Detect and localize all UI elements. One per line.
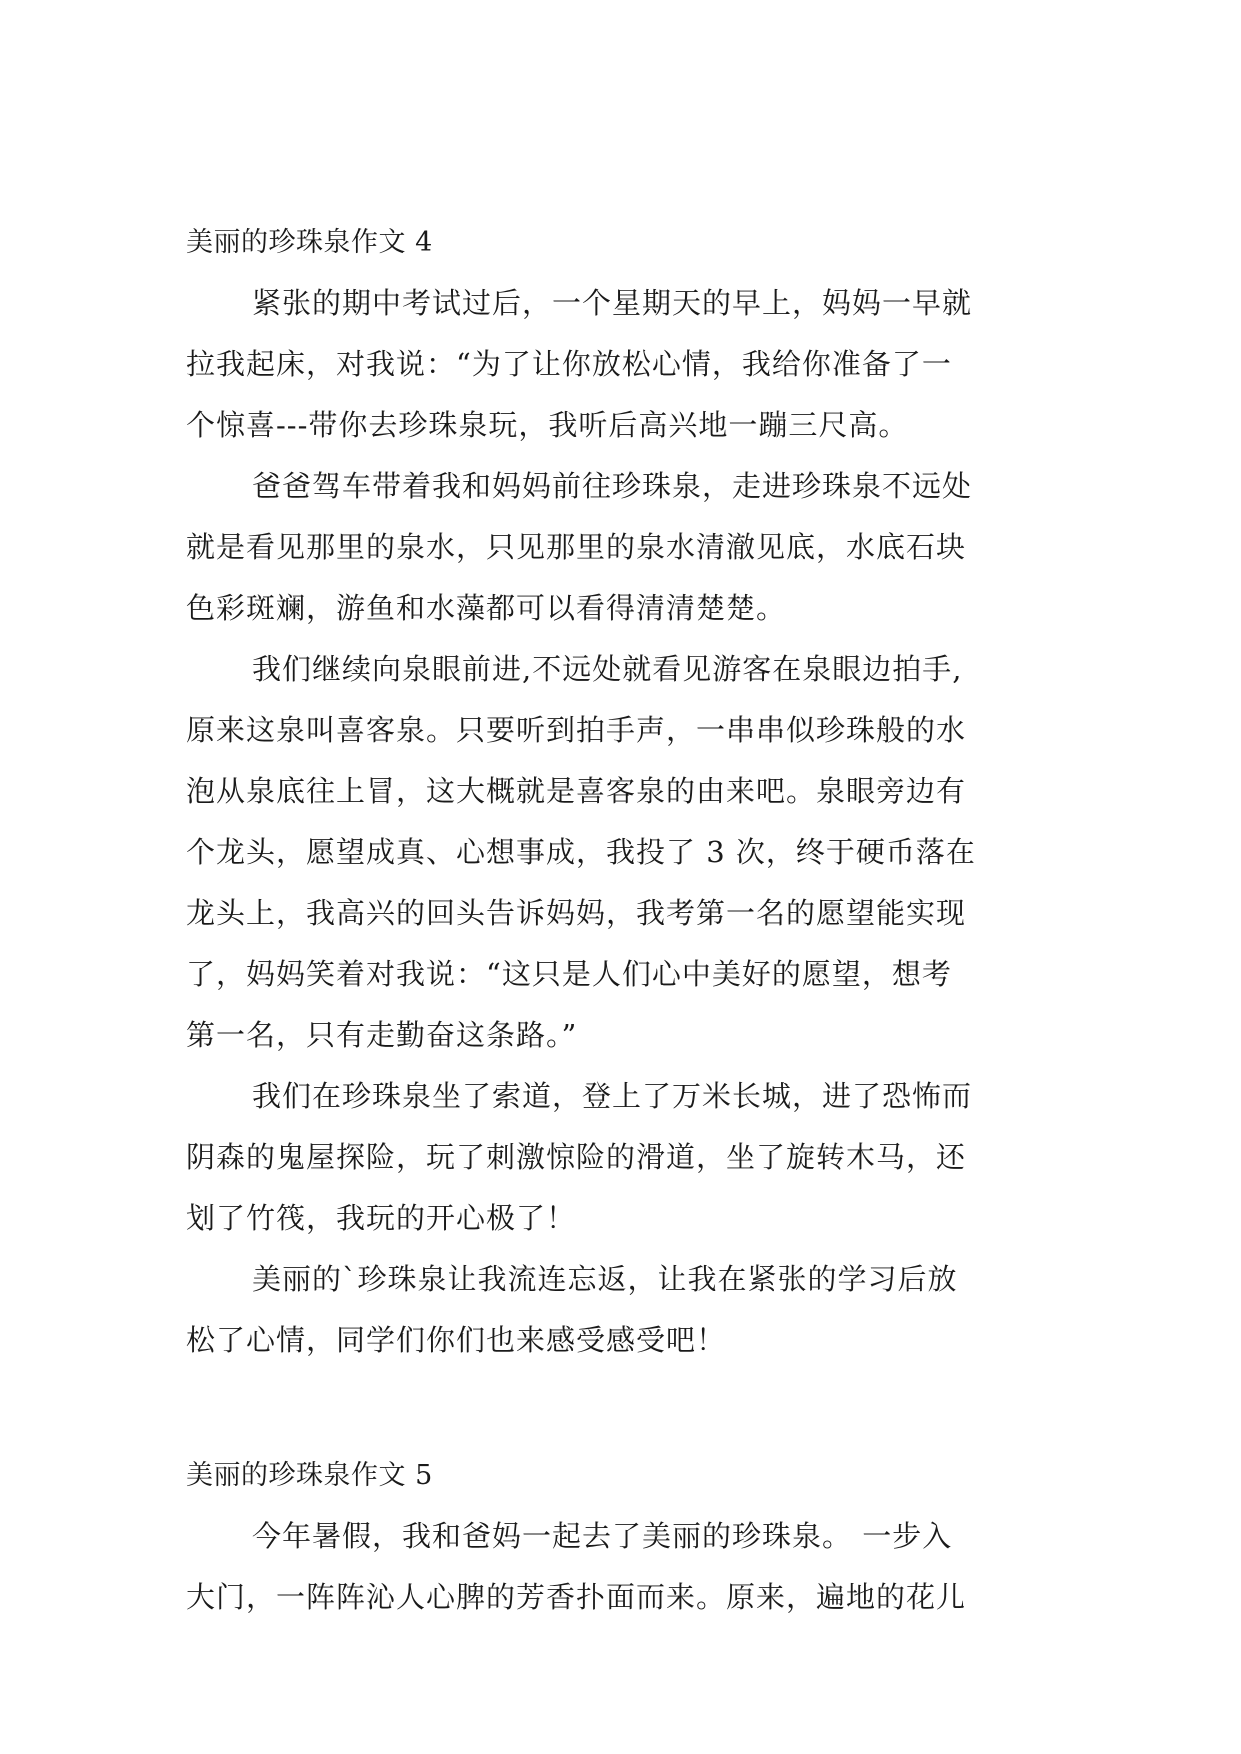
paragraph <box>186 1249 1056 1371</box>
text-line: 泡从泉底往上冒，这大概就是喜客泉的由来吧。泉眼旁边有 <box>186 774 967 808</box>
text-line: 我们在珍珠泉坐了索道，登上了万米长城，进了恐怖而 <box>252 1079 973 1113</box>
section-title: 美丽的珍珠泉作文 5 <box>186 1460 433 1491</box>
essay-section-4 <box>186 212 1056 1371</box>
section-gap <box>186 1371 1056 1445</box>
text-line: 美丽的`珍珠泉让我流连忘返，让我在紧张的学习后放 <box>252 1262 958 1296</box>
text-line: 拉我起床，对我说：“为了让你放松心情，我给你准备了一 <box>186 347 952 381</box>
section-title: 美丽的珍珠泉作文 4 <box>186 227 433 258</box>
text-line: 原来这泉叫喜客泉。只要听到拍手声，一串串似珍珠般的水 <box>186 713 967 747</box>
text-line: 今年暑假，我和爸妈一起去了美丽的珍珠泉。 一步入 <box>252 1519 953 1553</box>
text-line: 紧张的期中考试过后，一个星期天的早上，妈妈一早就 <box>252 286 973 320</box>
text-line: 阴森的鬼屋探险，玩了刺激惊险的滑道，坐了旋转木马，还 <box>186 1140 967 1174</box>
paragraph <box>186 273 1056 456</box>
text-line: 就是看见那里的泉水，只见那里的泉水清澈见底，水底石块 <box>186 530 967 564</box>
paragraph <box>186 1506 1056 1628</box>
text-line: 个惊喜---带你去珍珠泉玩，我听后高兴地一蹦三尺高。 <box>186 408 909 442</box>
text-line: 个龙头，愿望成真、心想事成，我投了 3 次，终于硬币落在 <box>186 835 976 869</box>
text-line: 色彩斑斓，游鱼和水藻都可以看得清清楚楚。 <box>186 591 787 625</box>
text-line: 大门，一阵阵沁人心脾的芳香扑面而来。原来，遍地的花儿 <box>186 1580 967 1614</box>
paragraph <box>186 1066 1056 1249</box>
text-line: 龙头上，我高兴的回头告诉妈妈，我考第一名的愿望能实现 <box>186 896 967 930</box>
text-line: 划了竹筏，我玩的开心极了！ <box>186 1201 577 1235</box>
text-line: 第一名，只有走勤奋这条路。” <box>186 1018 578 1052</box>
text-line: 爸爸驾车带着我和妈妈前往珍珠泉，走进珍珠泉不远处 <box>252 469 973 503</box>
paragraph <box>186 639 1056 1066</box>
text-line: 了，妈妈笑着对我说：“这只是人们心中美好的愿望，想考 <box>186 957 952 991</box>
essay-section-5 <box>186 1445 1056 1628</box>
text-line: 松了心情，同学们你们也来感受感受吧！ <box>186 1323 727 1357</box>
text-line: 我们继续向泉眼前进,不远处就看见游客在泉眼边拍手, <box>252 652 963 686</box>
paragraph <box>186 456 1056 639</box>
document-body <box>186 212 1056 1628</box>
